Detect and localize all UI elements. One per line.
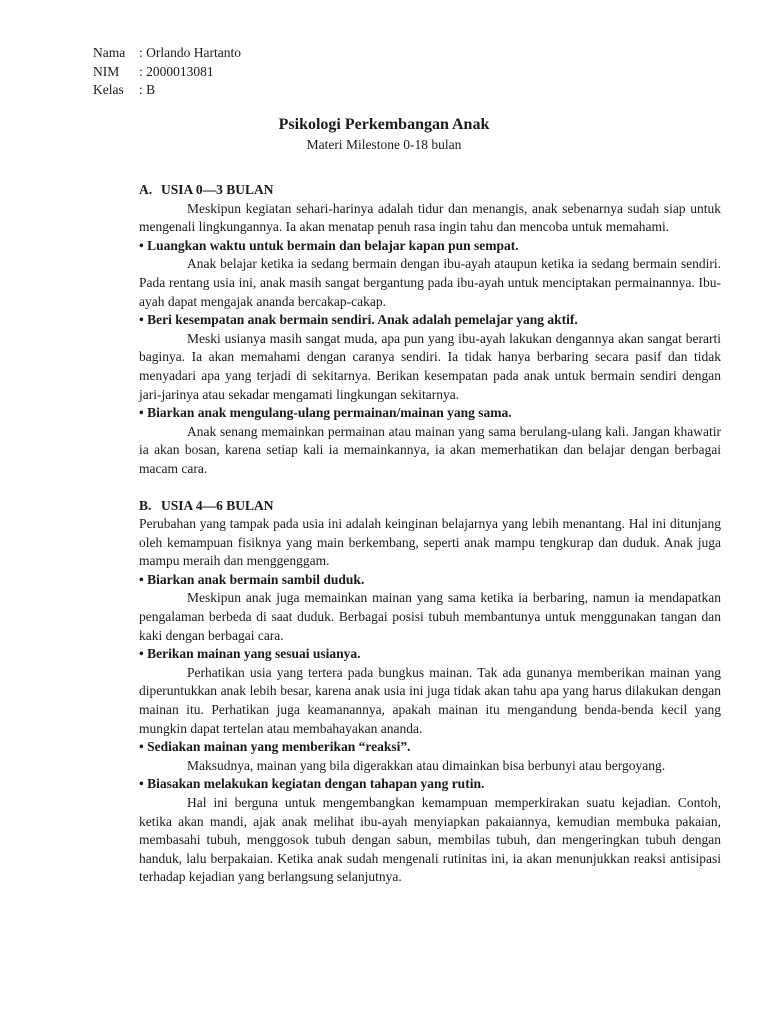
section-intro: Meskipun kegiatan sehari-harinya adalah tidur dan menangis, anak sebenarnya sudah siap untuk mengenali lingkungannya. Ia akan menatap penuh rasa ingin tahu dan mencoba untuk memahami. [139,200,721,235]
bullet-heading: • Luangkan waktu untuk bermain dan belajar kapan pun sempat. [139,237,519,253]
bullet-body: Anak belajar ketika ia sedang bermain dengan ibu-ayah ataupun ketika ia sedang bermain sendiri. Pada rentang usia ini, anak masih sangat bergantung pada ibu-ayah untuk menciptakan permainannya. Ibu-ayah dapat mengajak ananda bercakap-cakap. [139,256,721,309]
document-title: Psikologi Perkembangan Anak [278,116,490,133]
class-value: : B [139,82,156,97]
bullet-body: Meskipun anak juga memainkan mainan yang sama ketika ia berbaring, namun ia mendapatkan pengalaman berbeda di saat duduk. Berbagai posisi tubuh membantunya untuk menggunakan tangan dan kaki dengan berbagai cara. [139,590,721,643]
class-row [93,81,241,100]
bullet-body: Hal ini berguna untuk mengembangkan kemampuan memperkirakan suatu kejadian. Contoh, ketika akan mandi, ajak anak melihat ibu-ayah menyiapkan pakaiannya, kemudian membuka pakaian, membasahi tubuh, menggosok tubuh dengan sabun, membilas tubuh, dan mengeringkan tubuh dengan handuk, lalu berpakaian. Ketika anak sudah mengenali rutinitas ini, ia akan menunjukkan reaksi antisipasi terhadap kejadian yang berlangsung selanjutnya. [139,795,721,885]
bullet-body: Maksudnya, mainan yang bila digerakkan atau dimainkan bisa berbunyi atau bergoyang. [187,757,666,773]
nim-key: NIM [93,63,120,79]
section-letter: B. [139,497,152,513]
student-identity [93,44,241,100]
bullet-heading: • Sediakan mainan yang memberikan “reaksi”. [139,739,411,755]
class-key: Kelas [93,82,124,97]
name-value: : Orlando Hartanto [139,45,241,60]
document-subtitle: Materi Milestone 0-18 bulan [306,137,462,152]
section-intro: Perubahan yang tampak pada usia ini adalah keinginan belajarnya yang lebih menantang. Hal ini ditunjang oleh kemampuan fisiknya yang main berkembang, seperti anak mampu tengkurap dan duduk. Anak juga mampu meraih dan menggenggam. [139,516,721,569]
section-heading [139,181,721,200]
bullet-heading: • Berikan mainan yang sesuai usianya. [139,646,361,662]
nim-value: : 2000013081 [139,63,214,79]
section-a [139,181,721,479]
document-body [139,181,721,887]
section-title: USIA 0—3 BULAN [161,182,274,197]
section-b [139,497,721,887]
bullet-body: Perhatikan usia yang tertera pada bungkus mainan. Tak ada gunanya memberikan mainan yang diperuntukkan anak lebih besar, karena anak usia ini juga tidak akan tahu apa yang harus dilakukan dengan mainan itu. Perhatikan juga keamanannya, apakah mainan itu mengandung benda-benda kecil yang mungkin dapat tertelan atau membahayakan ananda. [139,664,721,736]
name-key: Nama [93,45,126,60]
bullet-heading: • Beri kesempatan anak bermain sendiri. Anak adalah pemelajar yang aktif. [139,312,578,328]
section-letter: A. [139,182,153,197]
nim-row [93,63,241,82]
section-heading [139,497,721,516]
section-title: USIA 4—6 BULAN [161,497,274,513]
bullet-heading: • Biarkan anak bermain sambil duduk. [139,571,365,587]
bullet-body: Meski usianya masih sangat muda, apa pun yang ibu-ayah lakukan dengannya akan sangat berarti baginya. Ia akan memahami dengan caranya sendiri. Ia tidak hanya berbaring secara pasif dan tidak menyadari apa yang terjadi di sekitarnya. Berikan kesempatan pada anak untuk bermain sendiri dengan jari-jarinya atau sekadar mengamati lingkungan sekitarnya. [139,330,721,402]
bullet-heading: • Biarkan anak mengulang-ulang permainan/mainan yang sama. [139,405,512,421]
bullet-body: Anak senang memainkan permainan atau mainan yang sama berulang-ulang kali. Jangan khawatir ia akan bosan, karena setiap kali ia memainkannya, ia akan memerhatikan dan belajar dengan berbagai macam cara. [139,423,721,476]
name-row [93,44,241,63]
bullet-heading: • Biasakan melakukan kegiatan dengan tahapan yang rutin. [139,776,485,792]
